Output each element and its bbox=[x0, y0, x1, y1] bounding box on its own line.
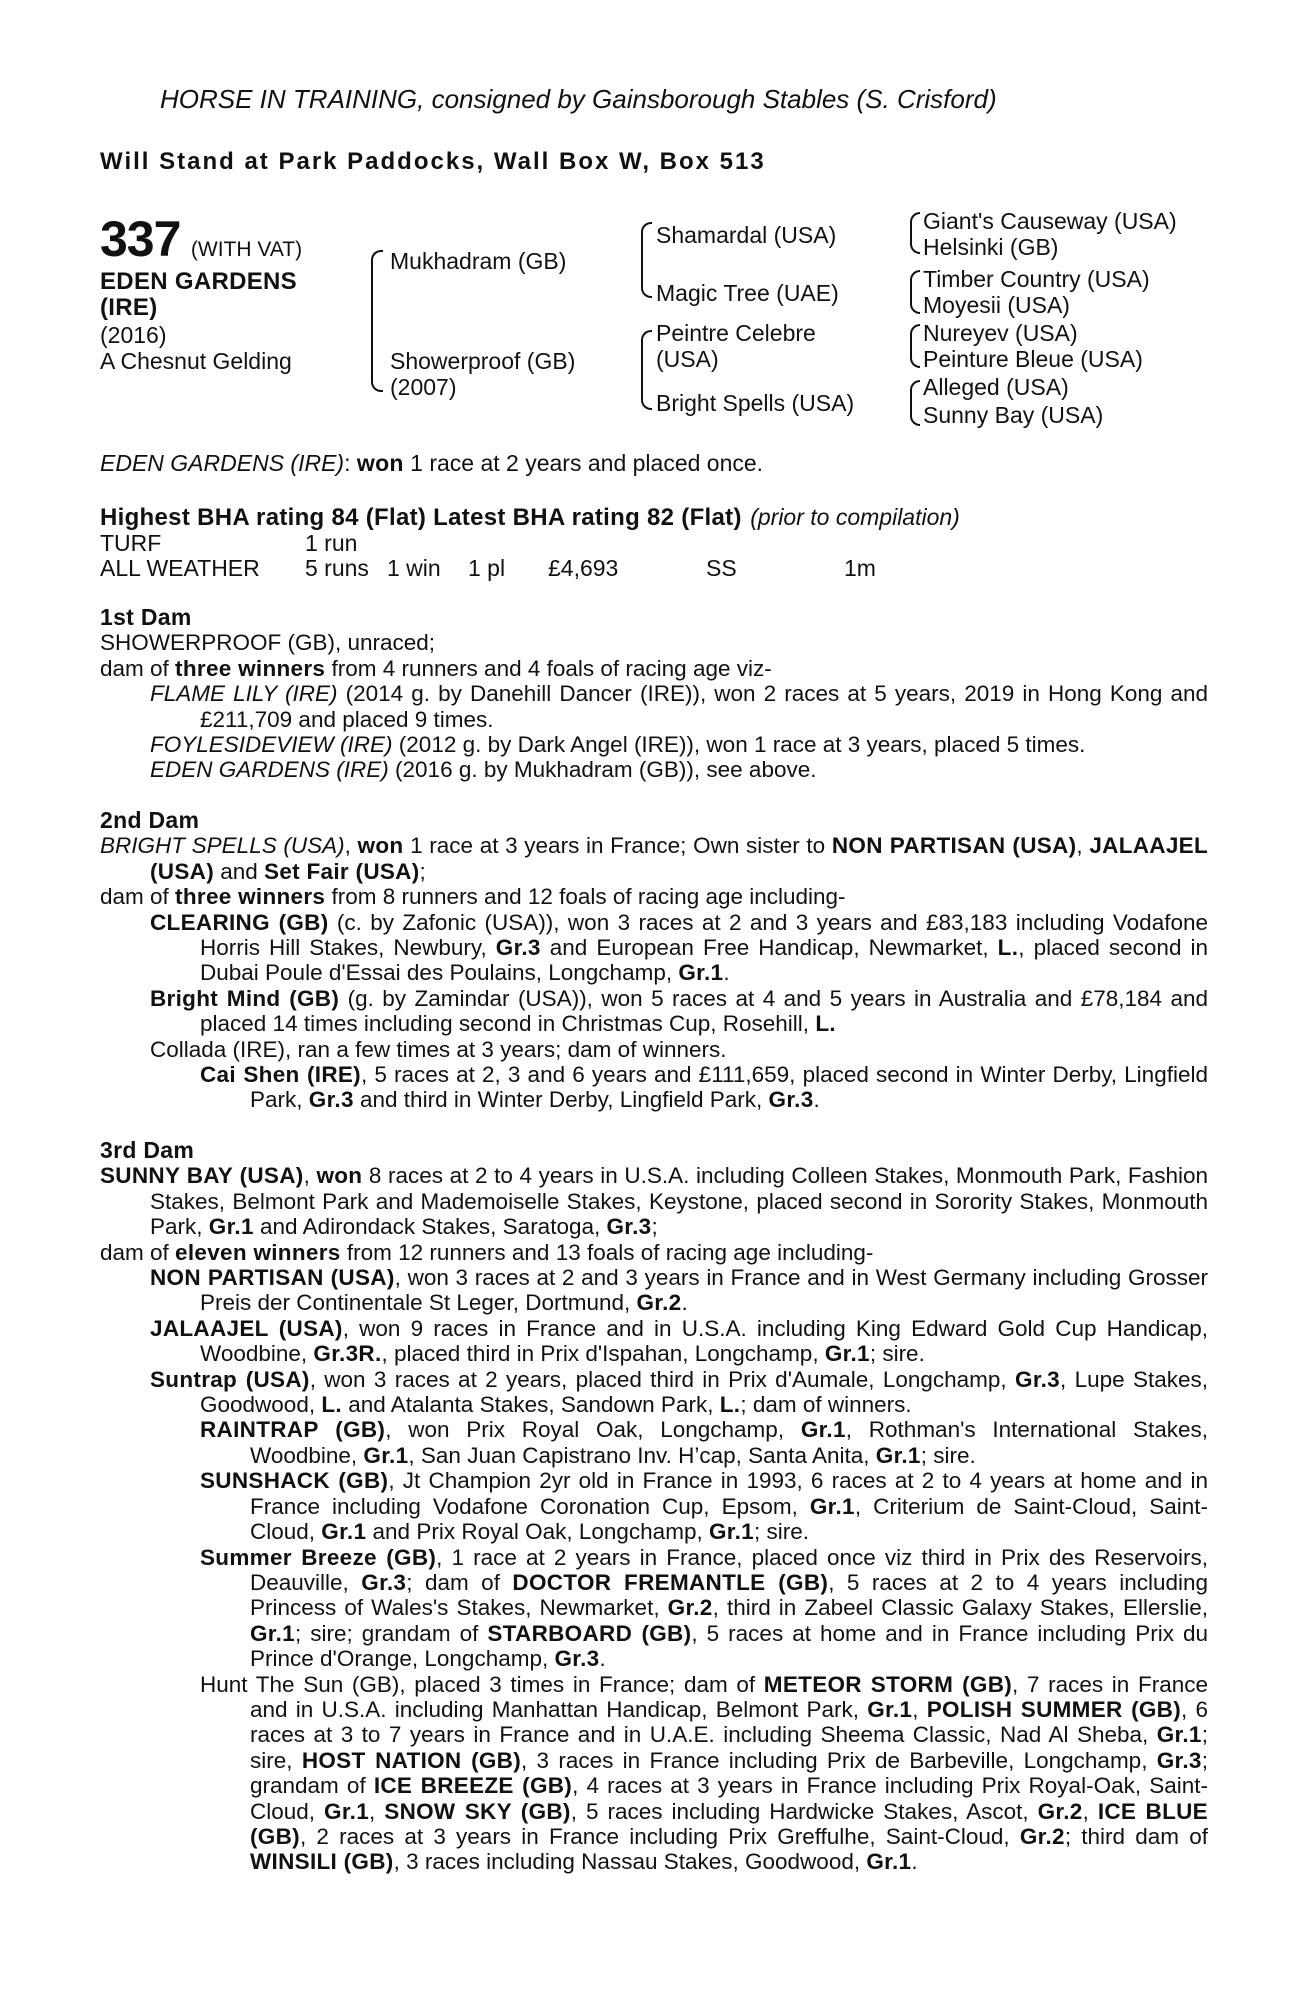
text: dam of bbox=[100, 884, 176, 910]
text: Hunt The Sun (GB), placed 3 times in France; dam of bbox=[200, 1671, 764, 1697]
dam-name: SUNNY BAY (USA) bbox=[100, 1163, 304, 1189]
text: , San Juan Capistrano Inv. H’cap, Santa Anita, bbox=[408, 1442, 876, 1468]
sire-dam-dam: Moyesii (USA) bbox=[923, 292, 1070, 318]
text: , bbox=[344, 833, 358, 859]
summary-won: won bbox=[356, 450, 404, 476]
produce-suntrap bbox=[100, 1367, 1208, 1418]
dam-dam-sire: Alleged (USA) bbox=[923, 374, 1069, 400]
text: , bbox=[912, 1696, 927, 1722]
text: , 5 races at home and in France including Prix du Prince d'Orange, Longchamp, bbox=[250, 1620, 1208, 1672]
sire-dam: Magic Tree (UAE) bbox=[656, 280, 839, 306]
produce-name: FOYLESIDEVIEW (IRE) bbox=[150, 732, 393, 758]
third-dam-section bbox=[100, 1138, 1208, 1875]
winners-count: three winners bbox=[175, 884, 326, 910]
text: , bbox=[369, 1798, 385, 1824]
text: , won 3 races at 2 and 3 years in France and in West Germany including Grosser Preis der Continentale St Leger, Dortmund, bbox=[200, 1265, 1208, 1316]
produce-name: POLISH SUMMER (GB) bbox=[926, 1696, 1182, 1722]
race-summary bbox=[100, 450, 763, 477]
text: . bbox=[911, 1849, 918, 1875]
third-dam-heading: 3rd Dam bbox=[100, 1137, 195, 1163]
first-dam-line: SHOWERPROOF (GB), unraced; bbox=[100, 630, 436, 656]
winners-count: eleven winners bbox=[175, 1239, 341, 1265]
text: , 2 races at 3 years in France including Prix Greffulhe, Saint-Cloud, bbox=[299, 1823, 1020, 1849]
text: ; dam of winners. bbox=[740, 1392, 912, 1418]
produce-name: STARBOARD (GB) bbox=[487, 1620, 692, 1646]
text: dam of bbox=[100, 655, 176, 681]
produce-name: SNOW SKY (GB) bbox=[384, 1798, 571, 1824]
sd-brace bbox=[910, 270, 920, 294]
text: . bbox=[599, 1646, 606, 1672]
text: ; dam of bbox=[406, 1569, 513, 1595]
produce-name: EDEN GARDENS (IRE) bbox=[150, 757, 389, 783]
second-dam-produce-intro bbox=[100, 884, 1208, 909]
text: and Prix Royal Oak, Longchamp, bbox=[366, 1519, 709, 1545]
produce-bright-mind bbox=[100, 986, 1208, 1037]
sire-sire-brace bbox=[641, 222, 652, 262]
produce-name: Summer Breeze (GB) bbox=[200, 1544, 437, 1570]
sibling: JALAAJEL (USA) bbox=[150, 833, 1208, 884]
grade: Gr.1 bbox=[875, 1442, 921, 1468]
sd-brace-lower bbox=[910, 292, 920, 314]
dam-sire-brace bbox=[641, 330, 652, 372]
text: , 3 races including Nassau Stakes, Goodwood, bbox=[393, 1849, 867, 1875]
grade: Gr.1 bbox=[824, 1341, 870, 1367]
text: . bbox=[681, 1290, 688, 1316]
lot-number: 337 bbox=[100, 211, 181, 267]
grade: Gr.1 bbox=[708, 1519, 754, 1545]
won: won bbox=[316, 1163, 363, 1189]
text: dam of bbox=[100, 1239, 176, 1265]
text: ; third dam of bbox=[1064, 1823, 1208, 1849]
grade: Gr.3 bbox=[495, 935, 541, 961]
produce-name: CLEARING (GB) bbox=[150, 909, 329, 935]
dd-brace bbox=[910, 380, 920, 404]
summary-text: 1 race at 2 years and placed once. bbox=[410, 450, 764, 476]
consignor-header: HORSE IN TRAINING, consigned by Gainsborough Stables (S. Crisford) bbox=[160, 84, 997, 114]
text: ; bbox=[419, 858, 426, 884]
text: and bbox=[214, 858, 265, 884]
lot-number-line bbox=[100, 210, 302, 268]
first-dam-produce-intro bbox=[100, 656, 1208, 681]
text: , 5 races at 2, 3 and 6 years and £111,659, placed second in Winter Derby, Lingfield Park, bbox=[250, 1062, 1208, 1113]
produce-name: SUNSHACK (GB) bbox=[200, 1468, 389, 1494]
grade: Gr.2 bbox=[636, 1290, 682, 1316]
text: , bbox=[303, 1163, 317, 1189]
text: , Lupe Stakes, Goodwood, bbox=[200, 1366, 1208, 1418]
text: , bbox=[1082, 1798, 1098, 1824]
text: , 5 races including Hardwicke Stakes, Ascot, bbox=[570, 1798, 1038, 1824]
grade: Gr.3 bbox=[768, 1087, 814, 1113]
grade: Gr.1 bbox=[321, 1519, 367, 1545]
grade: Gr.1 bbox=[809, 1493, 855, 1519]
bha-ratings: Highest BHA rating 84 (Flat) Latest BHA rating 82 (Flat) bbox=[100, 504, 742, 531]
text: , placed second in Dubai Poule d'Essai des Poulains, Longchamp, bbox=[200, 935, 1208, 986]
text: from 8 runners and 12 foals of racing age including- bbox=[325, 884, 846, 910]
aw-label: ALL WEATHER bbox=[100, 555, 260, 581]
sire-dam-brace bbox=[641, 260, 652, 298]
text: ; grandam of bbox=[250, 1747, 1208, 1799]
winners-count: three winners bbox=[175, 655, 326, 681]
produce-collada: Collada (IRE), ran a few times at 3 years; dam of winners. bbox=[150, 1036, 727, 1062]
first-dam-heading: 1st Dam bbox=[100, 604, 192, 630]
produce-text: (2016 g. by Mukhadram (GB)), see above. bbox=[388, 757, 817, 783]
aw-going: SS bbox=[706, 555, 737, 581]
text: 1 race at 3 years in France; Own sister to bbox=[403, 833, 832, 859]
grade: Gr.1 bbox=[1156, 1722, 1202, 1748]
dam-dam-dam: Sunny Bay (USA) bbox=[923, 402, 1104, 428]
sire-dam-sire: Timber Country (USA) bbox=[923, 266, 1150, 292]
dam-brace bbox=[371, 320, 383, 392]
text: and third in Winter Derby, Lingfield Park, bbox=[353, 1087, 769, 1113]
dam-sire-sire: Nureyev (USA) bbox=[923, 320, 1078, 346]
horse-description: A Chesnut Gelding bbox=[100, 348, 292, 374]
text: , Jt Champion 2yr old in France in 1993, 6 races at 2 to 4 years at home and in France including Vodafone Coronation Cup, Epsom, bbox=[250, 1468, 1208, 1519]
aw-wins: 1 win bbox=[387, 555, 441, 581]
aw-distance: 1m bbox=[844, 555, 876, 581]
third-dam-produce-intro bbox=[100, 1240, 1208, 1265]
text: , bbox=[1076, 833, 1090, 859]
grade: Gr.1 bbox=[208, 1214, 254, 1240]
dd-brace-lower bbox=[910, 402, 920, 426]
second-dam-section bbox=[100, 808, 1208, 1113]
produce-text: (2014 g. by Danehill Dancer (IRE)), won 2 races at 5 years, 2019 in Hong Kong and £211,709 and placed 9 times. bbox=[200, 681, 1209, 732]
first-dam-section bbox=[100, 605, 1208, 783]
produce-name: Bright Mind (GB) bbox=[150, 985, 340, 1011]
sibling: Set Fair (USA) bbox=[264, 858, 420, 884]
grade: Gr.1 bbox=[800, 1417, 846, 1443]
produce-non-partisan bbox=[100, 1265, 1208, 1316]
text: , 5 races at 2 to 4 years including Princess of Wales's Stakes, Newmarket, bbox=[250, 1569, 1209, 1621]
produce-name: RAINTRAP (GB) bbox=[200, 1417, 386, 1443]
grade: Gr.3 bbox=[1015, 1366, 1060, 1392]
text: ; sire. bbox=[920, 1442, 976, 1468]
text: . bbox=[723, 960, 730, 986]
horse-country: (IRE) bbox=[100, 294, 158, 321]
sire-brace bbox=[371, 250, 383, 322]
foal-year: (2016) bbox=[100, 322, 167, 348]
won: won bbox=[357, 833, 404, 859]
produce-eden-gardens bbox=[100, 757, 1208, 782]
produce-name: NON PARTISAN (USA) bbox=[150, 1265, 395, 1291]
ss-brace bbox=[910, 212, 920, 234]
text: and European Free Handicap, Newmarket, bbox=[540, 935, 998, 961]
grade: L. bbox=[719, 1392, 741, 1418]
aw-runs: 5 runs bbox=[305, 555, 369, 581]
dam-sire: Peintre Celebre bbox=[656, 320, 816, 346]
text: (c. by Zafonic (USA)), won 3 races at 2 and 3 years and £83,183 including Vodafone Horris Hill Stakes, Newbury, bbox=[200, 909, 1208, 961]
dam: Showerproof (GB) bbox=[390, 348, 576, 374]
produce-name: Cai Shen (IRE) bbox=[200, 1062, 361, 1088]
dam-dam: Bright Spells (USA) bbox=[656, 390, 855, 416]
dam-sire-dam: Peinture Bleue (USA) bbox=[923, 346, 1143, 372]
aw-placed: 1 pl bbox=[468, 555, 506, 581]
produce-sunshack bbox=[100, 1468, 1208, 1544]
aw-prize-money: £4,693 bbox=[548, 555, 619, 581]
dam-name: BRIGHT SPELLS (USA) bbox=[100, 833, 345, 859]
text: ; sire, bbox=[250, 1722, 1208, 1773]
produce-hunt-the-sun bbox=[100, 1672, 1208, 1875]
sire-sire: Shamardal (USA) bbox=[656, 222, 837, 248]
produce-name: DOCTOR FREMANTLE (GB) bbox=[512, 1569, 829, 1595]
grade: Gr.3 bbox=[554, 1646, 600, 1672]
grade: Gr.3 bbox=[606, 1214, 652, 1240]
summary-colon: : bbox=[344, 450, 351, 476]
grade: Gr.1 bbox=[250, 1620, 295, 1646]
rating-note: (prior to compilation) bbox=[750, 504, 960, 530]
text: ; sire. bbox=[753, 1519, 809, 1545]
ds-brace bbox=[910, 324, 920, 348]
dam-sire-country: (USA) bbox=[656, 346, 719, 372]
produce-name: ICE BREEZE (GB) bbox=[373, 1773, 573, 1799]
text: , won Prix Royal Oak, Longchamp, bbox=[385, 1417, 801, 1443]
text: , third in Zabeel Classic Galaxy Stakes, Ellerslie, bbox=[712, 1595, 1208, 1621]
text: , Rothman's International Stakes, Woodbine, bbox=[250, 1417, 1208, 1468]
bha-rating-line bbox=[100, 504, 960, 532]
produce-foylesideview bbox=[100, 732, 1208, 757]
produce-name: JALAAJEL (USA) bbox=[150, 1315, 343, 1341]
stand-location: Will Stand at Park Paddocks, Wall Box W, Box 513 bbox=[100, 148, 766, 175]
text: and Adirondack Stakes, Saratoga, bbox=[253, 1214, 607, 1240]
grade: Gr.3 bbox=[308, 1087, 354, 1113]
text: , 3 races in France including Prix de Barbeville, Longchamp, bbox=[521, 1747, 1157, 1773]
grade: L. bbox=[321, 1392, 342, 1418]
dam-year: (2007) bbox=[390, 374, 457, 400]
produce-cai-shen bbox=[100, 1062, 1208, 1113]
grade: Gr.1 bbox=[324, 1798, 370, 1824]
grade: L. bbox=[815, 1011, 836, 1037]
grade: Gr.2 bbox=[1037, 1798, 1083, 1824]
turf-label: TURF bbox=[100, 530, 162, 556]
text: ; sire; grandam of bbox=[294, 1620, 488, 1646]
produce-name: FLAME LILY (IRE) bbox=[150, 681, 338, 707]
text: , 4 races at 3 years in France including Prix Royal-Oak, Saint-Cloud, bbox=[250, 1773, 1208, 1824]
text: , 6 races at 3 to 7 years in France and in U.A.E. including Sheema Classic, Nad Al Sheba, bbox=[250, 1696, 1208, 1748]
summary-horse: EDEN GARDENS (IRE) bbox=[100, 450, 345, 476]
produce-clearing bbox=[100, 910, 1208, 986]
ss-brace-lower bbox=[910, 232, 920, 254]
text: , won 3 races at 2 years, placed third in Prix d'Aumale, Longchamp, bbox=[309, 1366, 1016, 1392]
grade: Gr.1 bbox=[866, 1849, 912, 1875]
sire-sire-sire: Giant's Causeway (USA) bbox=[923, 208, 1177, 234]
produce-name: ICE BLUE (GB) bbox=[250, 1798, 1208, 1849]
produce-flame-lily bbox=[100, 681, 1208, 732]
grade: Gr.3R. bbox=[313, 1341, 382, 1367]
dam-dam-brace bbox=[641, 370, 652, 410]
text: ; sire. bbox=[869, 1341, 925, 1367]
produce-name: WINSILI (GB) bbox=[250, 1849, 394, 1875]
produce-name: Suntrap (USA) bbox=[150, 1366, 310, 1392]
produce-jalaajel bbox=[100, 1316, 1208, 1367]
grade: Gr.3 bbox=[361, 1569, 407, 1595]
horse-name: EDEN GARDENS bbox=[100, 268, 297, 295]
text: . bbox=[813, 1087, 820, 1113]
text: (g. by Zamindar (USA)), won 5 races at 4 and 5 years in Australia and £78,184 and placed 14 times including second in Christmas Cup, Rosehill, bbox=[200, 985, 1208, 1037]
ds-brace-lower bbox=[910, 346, 920, 368]
produce-raintrap bbox=[100, 1417, 1208, 1468]
sire: Mukhadram (GB) bbox=[390, 248, 567, 274]
text: from 4 runners and 4 foals of racing age viz- bbox=[325, 655, 772, 681]
produce-text: (2012 g. by Dark Angel (IRE)), won 1 race at 3 years, placed 5 times. bbox=[392, 732, 1086, 758]
text: 8 races at 2 to 4 years in U.S.A. including Colleen Stakes, Monmouth Park, Fashion Stakes, Belmont Park and Mademoiselle Stakes, Keystone, placed second in Sorority Stakes, Monmouth Park, bbox=[150, 1163, 1208, 1240]
text: , Criterium de Saint-Cloud, Saint-Cloud, bbox=[250, 1493, 1208, 1545]
grade: Gr.2 bbox=[1019, 1823, 1065, 1849]
grade: Gr.3 bbox=[1156, 1747, 1202, 1773]
text: from 12 runners and 13 foals of racing age including- bbox=[340, 1239, 874, 1265]
text: ; bbox=[651, 1214, 658, 1240]
grade: Gr.1 bbox=[363, 1442, 409, 1468]
second-dam-heading: 2nd Dam bbox=[100, 807, 200, 833]
second-dam-record bbox=[100, 833, 1208, 884]
sire-sire-dam: Helsinki (GB) bbox=[923, 234, 1059, 260]
text: and Atalanta Stakes, Sandown Park, bbox=[341, 1392, 720, 1418]
grade: Gr.1 bbox=[867, 1696, 913, 1722]
text: , 1 race at 2 years in France, placed once viz third in Prix des Reservoirs, Deauville, bbox=[250, 1544, 1208, 1595]
text: , 7 races in France and in U.S.A. including Manhattan Handicap, Belmont Park, bbox=[250, 1671, 1208, 1722]
grade: Gr.2 bbox=[667, 1595, 713, 1621]
text: , won 9 races in France and in U.S.A. including King Edward Gold Cup Handicap, Woodbine, bbox=[200, 1315, 1208, 1367]
sibling: NON PARTISAN (USA) bbox=[831, 833, 1077, 859]
grade: L. bbox=[997, 935, 1019, 961]
turf-runs: 1 run bbox=[305, 530, 358, 556]
text: , placed third in Prix d'Ispahan, Longchamp, bbox=[381, 1341, 825, 1367]
third-dam-record bbox=[100, 1163, 1208, 1239]
produce-summer-breeze bbox=[100, 1545, 1208, 1672]
produce-name: HOST NATION (GB) bbox=[301, 1747, 522, 1773]
produce-name: METEOR STORM (GB) bbox=[763, 1671, 1013, 1697]
vat-note: (WITH VAT) bbox=[190, 238, 303, 261]
grade: Gr.1 bbox=[678, 960, 724, 986]
